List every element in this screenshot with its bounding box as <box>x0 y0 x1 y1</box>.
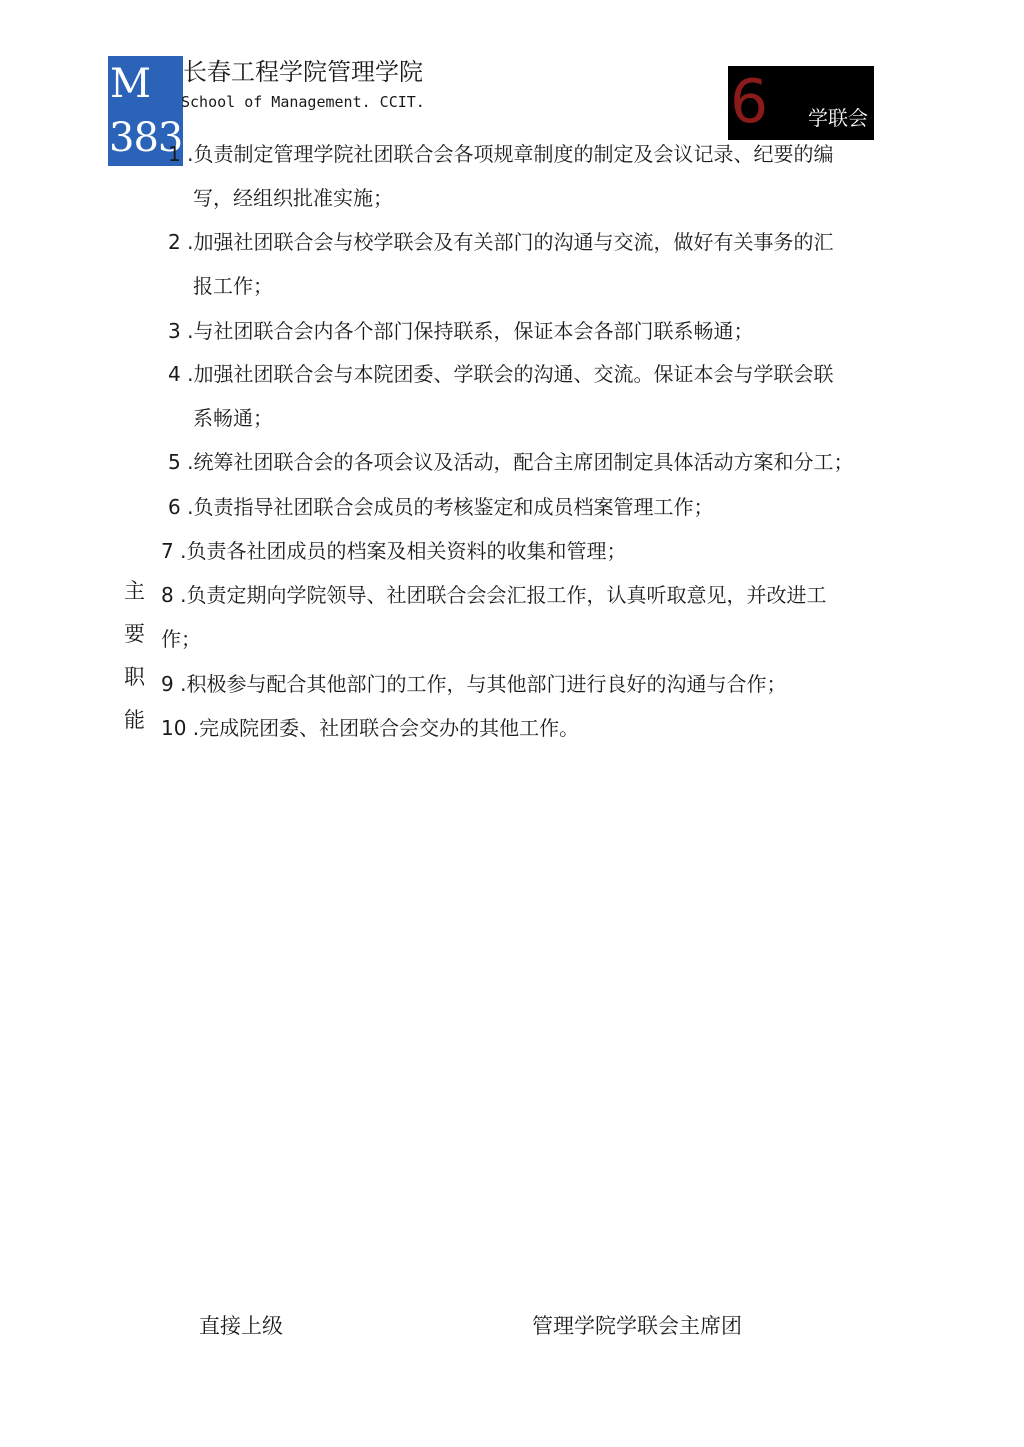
school-name-en: School of Management. CCIT. <box>181 93 425 111</box>
duty-line: 写，经组织批准实施； <box>193 186 393 210</box>
main-duties-label <box>124 570 148 742</box>
duty-line: 6 .负责指导社团联合会成员的考核鉴定和成员档案管理工作； <box>168 495 714 519</box>
duty-line: 9 .积极参与配合其他部门的工作，与其他部门进行良好的沟通与合作； <box>161 672 787 696</box>
side-label-char: 主 <box>124 579 145 603</box>
duty-line: 8 .负责定期向学院领导、社团联合会会汇报工作，认真听取意见，并改进工 <box>161 583 827 607</box>
side-label-char: 要 <box>124 622 145 646</box>
direct-superior-value: 管理学院学联会主席团 <box>532 1314 742 1338</box>
logo-letter: M <box>110 61 151 107</box>
duty-line: 3 .与社团联合会内各个部门保持联系，保证本会各部门联系畅通； <box>168 319 754 343</box>
side-label-char: 能 <box>124 708 145 732</box>
side-label-char: 职 <box>124 665 145 689</box>
duty-line: 7 .负责各社团成员的档案及相关资料的收集和管理； <box>161 539 627 563</box>
duty-line: 4 .加强社团联合会与本院团委、学联会的沟通、交流。保证本会与学联会联 <box>168 362 834 386</box>
duty-line: 5 .统筹社团联合会的各项会议及活动，配合主席团制定具体活动方案和分工； <box>168 450 854 474</box>
badge-text: 学联会 <box>808 106 868 130</box>
badge-number: 6 <box>730 67 769 137</box>
duty-line: 报工作； <box>193 274 273 298</box>
school-name-cn: 长春工程学院管理学院 <box>183 58 423 86</box>
duty-line: 系畅通； <box>193 406 273 430</box>
duty-line: 2 .加强社团联合会与校学联会及有关部门的沟通与交流，做好有关事务的汇 <box>168 230 834 254</box>
duty-line: 10 .完成院团委、社团联合会交办的其他工作。 <box>161 716 580 740</box>
student-union-badge <box>728 66 874 140</box>
logo-number: 383 <box>109 115 183 161</box>
direct-superior-label: 直接上级 <box>199 1314 283 1338</box>
duty-line: 1 .负责制定管理学院社团联合会各项规章制度的制定及会议记录、纪要的编 <box>168 142 834 166</box>
duty-line: 作； <box>161 627 201 651</box>
